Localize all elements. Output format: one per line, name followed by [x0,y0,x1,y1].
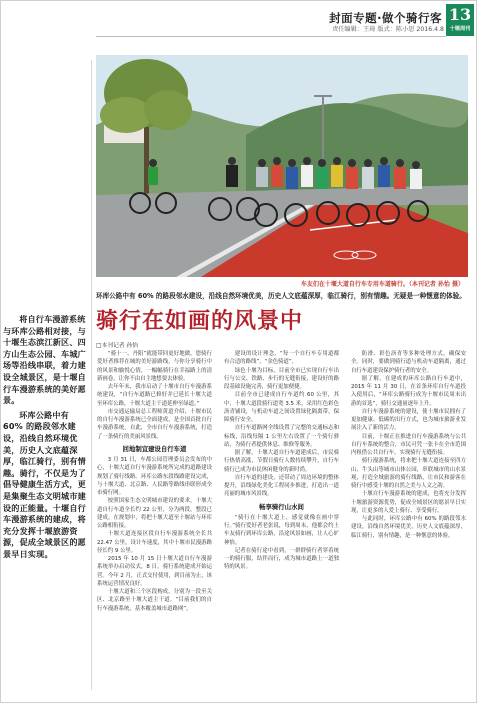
body-paragraph: 与此同时，环库公路中有 60% 的路段邻水建设，沿线自然环境优美，历史人文底蕴深厚，临江骑行，别有情趣，是一种惬意的体验。 [351,516,466,539]
sidebar-paragraph: 将自行车漫游系统与环库公路相对接，与十堰生态滨江新区、四方山生态公园、车城广场等沿线串联，着力建设全城景区，是十堰自行车漫游系统的美好愿景。 [3,314,86,406]
article-headline: 骑行在如画的风景中 [96,308,304,334]
body-paragraph: 骑行漫游系统，将来把十堰大道连接至四方山、牛头山等城市山体公园，串联城市的山水景观，打造全域旅游的骑行线路，让市民和游客在骑行中感受十堰的自然之美与人文之韵。 [351,458,466,489]
body-paragraph: 十堰大道连接区段自行车漫游系统全长共 22.47 公里，设计车速度，其中十堰市民漫游路径长约 9 公里。 [97,531,212,554]
body-paragraph: 3 月 31 日，车都公园管理委员会发布的中心，十堰大道自行车漫游系统所完成的道路建设规划了骑行线路。环库公路东段线路建设完成，与十堰大道、北京路、人民路等路线串联形成全市骑行网。 [97,457,212,496]
section-title: 封面专题·做个骑行客 [329,11,442,25]
page-number: 13 [448,5,472,24]
cyclists-photo [96,55,468,277]
body-column-3 [351,350,466,540]
body-paragraph: 目前全市已建成自行车道约 60 公里，其中，十堰大道段骑行道宽 3.5 米，采用红色彩色沥青铺设，与机动车道之间设置绿化隔离带，保障骑行安全。 [224,392,339,423]
body-paragraph: 防滑、彩色沥青等多种处理方式，确保安全。同时，要做到骑行道与机动车道隔离，通过自行车道建设保护骑行者的安全。 [351,351,466,374]
sidebar-paragraph: 环库公路中有 60% 的路段邻水建设，沿线自然环境优美，历史人文底蕴深厚，临江骑行，别有情趣。骑行，不仅是为了倡导健康生活方式，更是集聚生态文明城市建设的正能量。十堰自行车漫游系统的建成，将充分发挥十堰旅游资源，促成全域景区的愿景早日实现。 [3,409,86,559]
body-paragraph: 按照国家生态文明城市建设的要求，十堰大道自行车道全长约 22 公里，分为两段，整段已建成。在规划中，将把十堰大道至十堰站与环库公路相衔接。 [97,498,212,529]
body-paragraph: 十堰自行车漫游系统的建成，也将充分发挥十堰旅游资源优势，促成全域景区的愿景早日实现，让更多的人爱上骑行、享受骑行。 [351,491,466,514]
body-paragraph: “骑行在十堰大道上，感觉就像在画中穿行。”骑行爱好者老张说，每到周末，他都会约上车友骑行到环库公路，沿途风景如画，让人心旷神怡。 [224,514,339,546]
page-badge [446,4,474,36]
paper-name: 十堰周刊 [449,26,471,32]
body-paragraph: 去年年末，我市启动了十堰市自行车漫游系统建设，“自行车道路已修好并已延长十堰大道至环库公路，十堰大道主干道延伸至绿道。” [97,384,212,407]
body-paragraph: 自行车道路网全线设置了完整的交通标志和标线，沿线每隔 1 公里左右设置了一个骑行驿站，为骑行者提供休息、维修等服务。 [224,425,339,448]
column-divider [91,60,92,690]
body-paragraph: 自行车道的建设，还带动了周边环境的整体提升，沿线绿化美化工程同步推进，打造出一道亮丽的城市风景线。 [224,474,339,498]
section-subheading: 回地制宜建设自行车道 [122,444,187,453]
body-column-2 [224,350,339,572]
body-paragraph: 十堰大道和三个区段构成，分别为一段至关区、北京路至十堰大道主干道。“目前我们的自行车漫游系统，基本覆盖城市道路网”。 [97,589,212,612]
body-column-1 [97,350,212,613]
article-byline: □本刊记者 孙怡 [96,343,139,349]
header-rule [96,36,446,37]
editor-info: 责任编辑：王琦 版式：陈小思 2016.4.8 [332,26,444,33]
body-paragraph: 据了解，十堰大道自行车道建成后，市民骑行热情高涨，节假日骑行人数持续攀升，自行车骑行已成为市民休闲健身的新时尚。 [224,450,339,473]
body-paragraph: 记者在骑行途中看到，一群群骑行者穿着统一的骑行服，结伴而行，成为城市道路上一道独特的风景。 [224,547,339,571]
photo-caption-text: 车友们在十堰大道自行车专用车道骑行。（本刊记者 孙怡 摄） [300,281,464,288]
section-subheading: 畅享骑行山水间 [259,502,304,511]
body-paragraph: 建设的设计理念，“每一个自行车专用道都有合适的路线”，“金色骑道”。 [224,351,339,366]
sidebar-commentary [3,314,89,563]
photo-caption [96,277,468,290]
article-lead: 环库公路中有 60% 的路段邻水建设，沿线自然环境优美，历史人文底蕴深厚，临江骑行，别有情趣。无疑是一种惬意的体验。 [96,292,466,300]
body-paragraph: 目前，十堰正在推进自行车漫游系统与公共自行车系统的整合，市民可凭一张卡在全市范围内租借公共自行车，实现骑行无缝衔接。 [351,433,466,456]
body-paragraph: 据了解，在建成的环库公路自行车道中，2015 年 11 月 30 日，在首条环库自行车道投入使用后，“环库公路骑行成为十堰市民周末出游的首选”，骑行交通量逐年上升。 [351,375,466,407]
body-paragraph: 2015 年 10 月 15 日十堰大道自行车漫游系统举办启动仪式，8 日，骑行系统建成开始运营。今年 2 月，正式交付使用，到目前为止，该系统运营情况良好。 [97,556,212,587]
body-paragraph: 绿色十堰为目标，目前全市已实现自行车出行与公交、铁路、步行的无缝衔接，建设好的路段基础设施完善，骑行更加便捷。 [224,367,339,390]
body-paragraph: “骑十一、丹阳”就能带回更好地做，您骑行爱好者推荐在城的美好游路线，与你分享骑行中的风景和愉悦心情，一幅幅骑行在幸福路上的清新画卷，让你不由自主地想要去体验。 [97,351,212,382]
body-paragraph: 市交通运输局总工程师黄道介绍，十堰市民的自行车漫游系统已全面建成，是全国首批自行车漫游系统。自此，全市自行车漫游系统，打造了一条骑行的美丽风景线。 [97,408,212,440]
body-paragraph: 自行车漫游系统的建设，使十堰市民拥有了更加健康、低碳的出行方式，也为城市旅游业发展注入了新的活力。 [351,408,466,432]
